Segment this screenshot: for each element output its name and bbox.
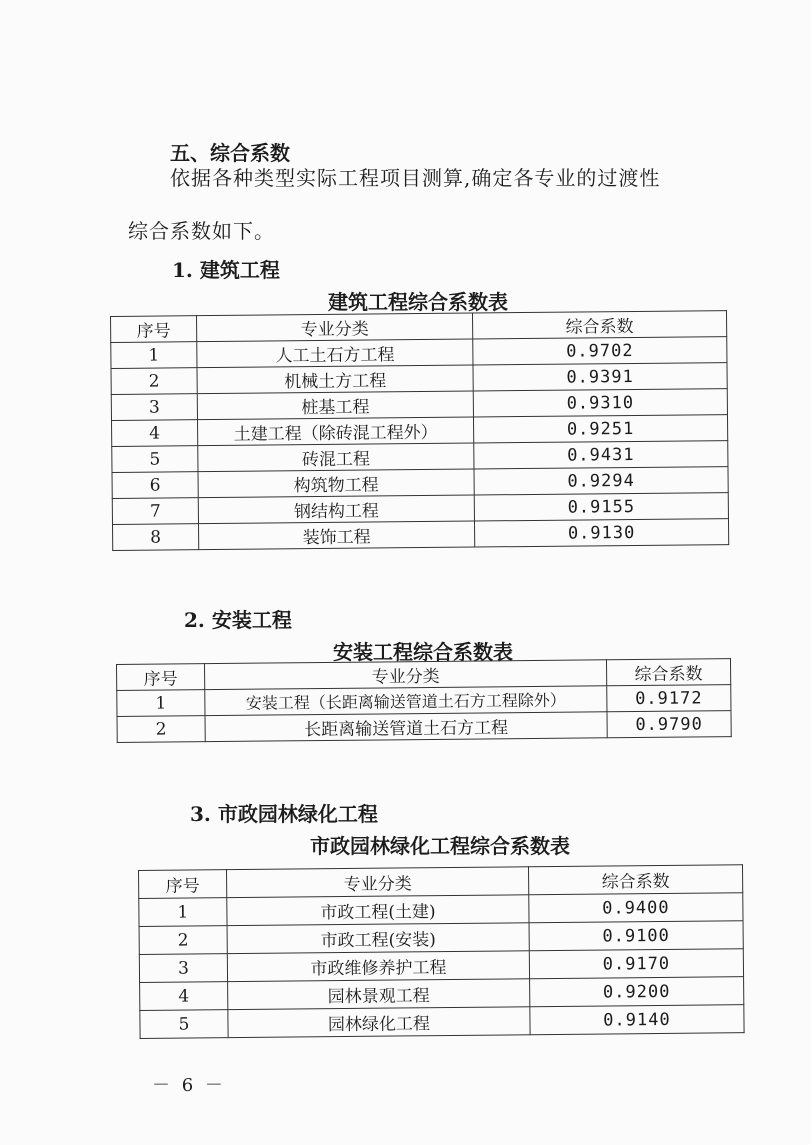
intro-line-1: 依据各种类型实际工程项目测算,确定各专业的过渡性 xyxy=(170,166,661,190)
row-category: 人工土石方工程 xyxy=(197,339,473,368)
row-seq: 5 xyxy=(140,1010,228,1039)
row-coef: 0.9200 xyxy=(530,977,744,1007)
part1-heading: 1. 建筑工程 xyxy=(172,258,280,282)
row-coef: 0.9790 xyxy=(607,711,731,738)
part2-table-caption: 安装工程综合系数表 xyxy=(333,640,513,664)
header-seq: 序号 xyxy=(139,870,227,899)
row-category: 土建工程（除砖混工程外） xyxy=(197,417,473,446)
header-category: 专业分类 xyxy=(205,660,607,690)
row-seq: 1 xyxy=(117,690,205,717)
section-heading: 五、综合系数 xyxy=(170,141,290,165)
row-coef: 0.9294 xyxy=(474,467,728,495)
row-category: 园林景观工程 xyxy=(228,979,530,1010)
row-category: 安装工程（长距离输送管道土石方工程除外） xyxy=(205,686,607,716)
part2-heading: 2. 安装工程 xyxy=(184,608,292,632)
row-seq: 3 xyxy=(139,954,227,983)
row-category: 构筑物工程 xyxy=(198,469,474,498)
part3-heading: 3. 市政园林绿化工程 xyxy=(190,802,378,826)
row-coef: 0.9130 xyxy=(474,519,728,547)
row-seq: 1 xyxy=(111,342,197,369)
row-coef: 0.9310 xyxy=(473,389,727,417)
row-coef: 0.9172 xyxy=(607,685,731,712)
table-row xyxy=(113,519,729,551)
row-seq: 4 xyxy=(112,420,198,447)
row-category: 市政维修养护工程 xyxy=(227,951,529,982)
row-category: 钢结构工程 xyxy=(198,495,474,524)
row-coef: 0.9100 xyxy=(529,921,743,951)
intro-line-2: 综合系数如下。 xyxy=(128,219,275,243)
row-coef: 0.9155 xyxy=(474,493,728,521)
row-coef: 0.9702 xyxy=(473,337,727,365)
header-category: 专业分类 xyxy=(197,313,473,342)
header-coef: 综合系数 xyxy=(606,659,730,686)
row-seq: 8 xyxy=(113,524,199,551)
row-seq: 3 xyxy=(111,394,197,421)
row-category: 砖混工程 xyxy=(198,443,474,472)
row-category: 市政工程(土建) xyxy=(227,895,529,926)
row-coef: 0.9400 xyxy=(529,893,743,923)
row-category: 桩基工程 xyxy=(197,391,473,420)
row-seq: 5 xyxy=(112,446,198,473)
row-seq: 2 xyxy=(111,368,197,395)
row-seq: 2 xyxy=(117,716,205,743)
part1-table-caption: 建筑工程综合系数表 xyxy=(328,290,508,314)
part3-table xyxy=(138,864,745,1039)
part3-table-caption: 市政园林绿化工程综合系数表 xyxy=(310,834,570,858)
row-category: 园林绿化工程 xyxy=(228,1007,530,1038)
header-category: 专业分类 xyxy=(227,867,529,898)
row-seq: 4 xyxy=(140,982,228,1011)
row-coef: 0.9251 xyxy=(473,415,727,443)
header-coef: 综合系数 xyxy=(528,865,742,895)
header-seq: 序号 xyxy=(111,316,197,343)
row-seq: 1 xyxy=(139,898,227,927)
part2-table xyxy=(116,658,732,743)
header-seq: 序号 xyxy=(117,664,205,691)
row-coef: 0.9170 xyxy=(529,949,743,979)
header-coef: 综合系数 xyxy=(472,311,726,339)
row-coef: 0.9140 xyxy=(530,1005,744,1035)
row-category: 市政工程(安装) xyxy=(227,923,529,954)
row-category: 长距离输送管道土石方工程 xyxy=(205,712,607,742)
row-seq: 6 xyxy=(112,472,198,499)
row-seq: 2 xyxy=(139,926,227,955)
row-category: 机械土方工程 xyxy=(197,365,473,394)
table-row xyxy=(140,1005,744,1039)
row-coef: 0.9391 xyxy=(473,363,727,391)
page-number: － 6 － xyxy=(152,1075,226,1096)
row-category: 装饰工程 xyxy=(198,521,474,550)
table-row xyxy=(117,711,731,743)
row-seq: 7 xyxy=(112,498,198,525)
row-coef: 0.9431 xyxy=(474,441,728,469)
part1-table xyxy=(110,310,729,551)
